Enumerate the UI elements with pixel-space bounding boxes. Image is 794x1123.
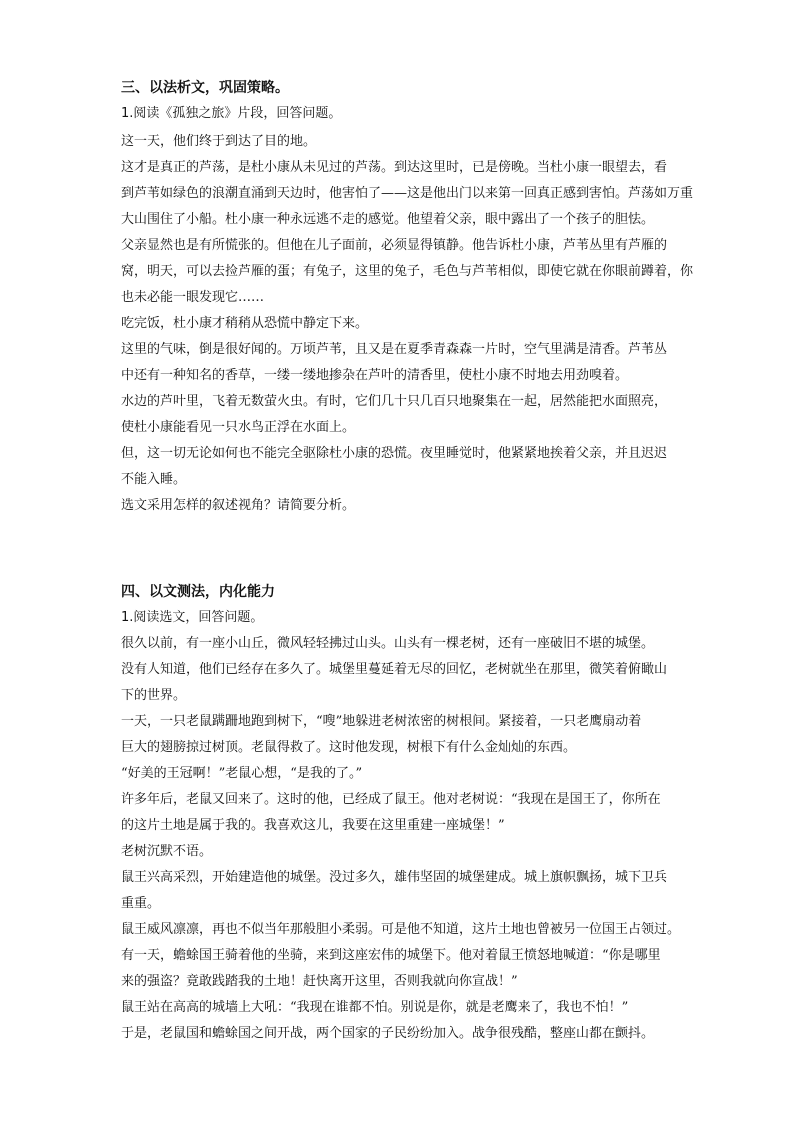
passage-line: 这里的气味，倒是很好闻的。万顷芦苇，且又是在夏季青森森一片时，空气里满是清香。芦苇丛 xyxy=(121,342,668,357)
passage-line: 有一天，蟾蜍国王骑着他的坐骑，来到这座宏伟的城堡下。他对着鼠王愤怒地喊道：“你是哪里 xyxy=(121,948,661,963)
passage-line: 父亲显然也是有所慌张的。但他在儿子面前，必须显得镇静。他告诉杜小康，芦苇丛里有芦雁的 xyxy=(121,238,668,253)
passage-line: 许多年后，老鼠又回来了。这时的他，已经成了鼠王。他对老树说：“我现在是国王了，你所在 xyxy=(121,792,661,807)
passage-line: 不能入睡。 xyxy=(121,472,187,487)
passage-line: 鼠王威风凛凛，再也不似当年那般胆小柔弱。可是他不知道，这片土地也曾被另一位国王占领过。 xyxy=(121,922,681,937)
passage-line: 很久以前，有一座小山丘，微风轻轻拂过山头。山头有一棵老树，还有一座破旧不堪的城堡。 xyxy=(121,636,655,651)
passage-line: 巨大的翅膀掠过树顶。老鼠得救了。这时他发现，树根下有什么金灿灿的东西。 xyxy=(121,740,577,755)
passage-line: 重重。 xyxy=(121,896,161,911)
passage-line: 老树沉默不语。 xyxy=(121,844,213,859)
section-4-title: 四、以文测法，内化能力 xyxy=(121,584,275,600)
passage-line: 鼠王站在高高的城墙上大吼：“我现在谁都不怕。别说是你，就是老鹰来了，我也不怕！” xyxy=(121,1000,629,1015)
passage-line: 使杜小康能看见一只水鸟正浮在水面上。 xyxy=(121,420,356,435)
section-3-title: 三、以法析文，巩固策略。 xyxy=(121,80,289,96)
passage-line: “好美的王冠啊！”老鼠心想，“是我的了。” xyxy=(121,766,363,781)
passage-line: 窝，明天，可以去捡芦雁的蛋；有兔子，这里的兔子，毛色与芦苇相似，即使它就在你眼前蹲着，你 xyxy=(121,264,694,279)
passage-line: 于是，老鼠国和蟾蜍国之间开战，两个国家的子民纷纷加入。战争很残酷，整座山都在颤抖。 xyxy=(121,1026,655,1041)
passage-line: 吃完饭，杜小康才稍稍从恐慌中静定下来。 xyxy=(121,316,369,331)
passage-line: 大山围住了小船。杜小康一种永远逃不走的感觉。他望着父亲，眼中露出了一个孩子的胆怯。 xyxy=(121,212,655,227)
passage-line: 中还有一种知名的香草，一缕一缕地掺杂在芦叶的清香里，使杜小康不时地去用劲嗅着。 xyxy=(121,368,629,383)
passage-line: 也未必能一眼发现它…… xyxy=(121,290,265,305)
passage-line: 到芦苇如绿色的浪潮直涌到天边时，他害怕了——这是他出门以来第一回真正感到害怕。芦荡如万重 xyxy=(121,186,694,201)
passage-line: 水边的芦叶里，飞着无数萤火虫。有时，它们几十只几百只地聚集在一起，居然能把水面照亮， xyxy=(121,394,668,409)
passage-line: 没有人知道，他们已经存在多久了。城堡里蔓延着无尽的回忆，老树就坐在那里，微笑着俯瞰山 xyxy=(121,662,668,677)
passage-line: 鼠王兴高采烈，开始建造他的城堡。没过多久，雄伟坚固的城堡建成。城上旗帜飘扬，城下卫兵 xyxy=(121,870,668,885)
passage-line: 的这片土地是属于我的。我喜欢这儿，我要在这里重建一座城堡！” xyxy=(121,818,505,833)
passage-line: 但，这一切无论如何也不能完全驱除杜小康的恐慌。夜里睡觉时，他紧紧地挨着父亲，并且迟迟 xyxy=(121,446,668,461)
passage-line: 这一天，他们终于到达了目的地。 xyxy=(121,134,317,149)
passage-line: 一天，一只老鼠蹒跚地跑到树下，“嗖”地躲进老树浓密的树根间。紧接着，一只老鹰扇动着 xyxy=(121,714,642,729)
section-3-question: 1.阅读《孤独之旅》片段，回答问题。 xyxy=(121,106,342,121)
passage-line: 来的强盗？竟敢践踏我的土地！赶快离开这里，否则我就向你宣战！” xyxy=(121,974,518,989)
passage-line: 这才是真正的芦荡，是杜小康从未见过的芦荡。到达这里时，已是傍晚。当杜小康一眼望去，看 xyxy=(121,160,668,175)
section-4-question: 1.阅读选文，回答问题。 xyxy=(121,610,264,625)
passage-line: 下的世界。 xyxy=(121,688,187,703)
section-3-prompt: 选文采用怎样的叙述视角？请简要分析。 xyxy=(121,498,356,513)
